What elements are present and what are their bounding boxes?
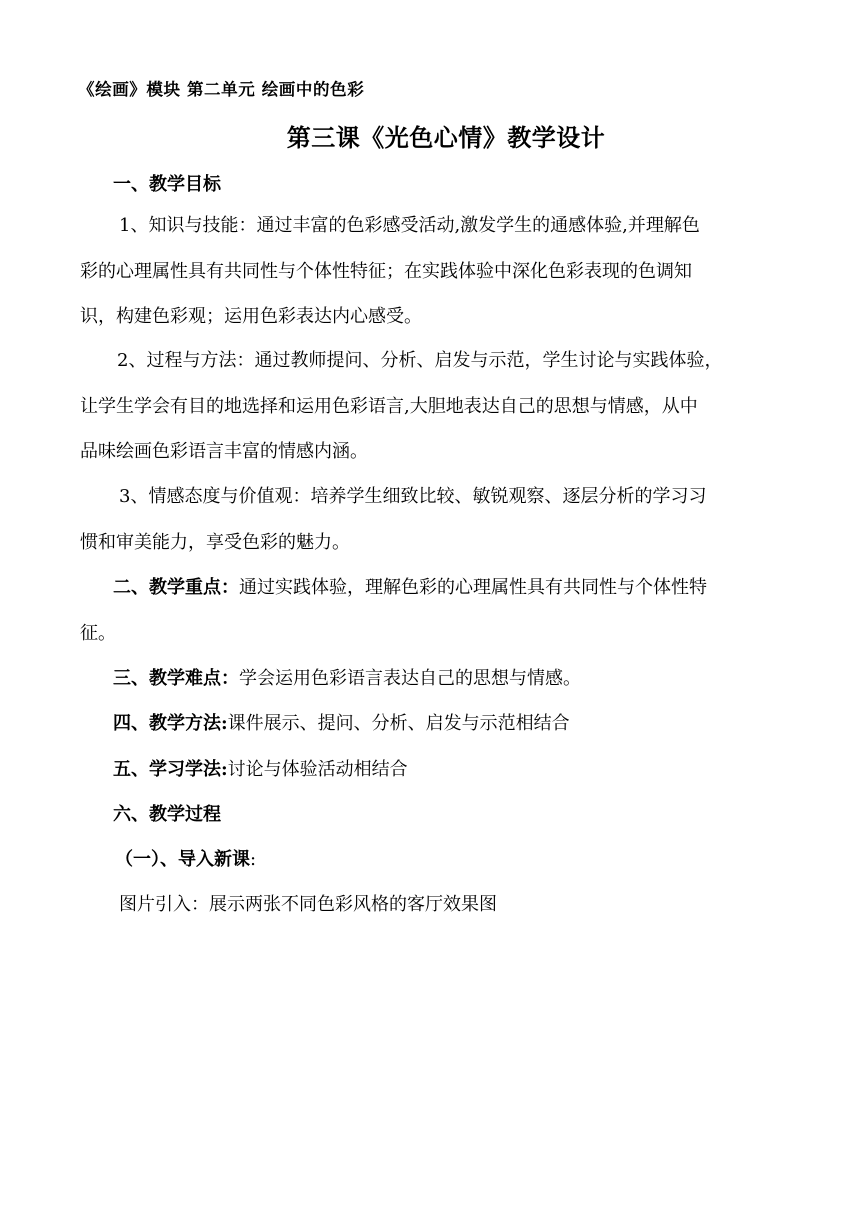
objective-attitude-paragraph bbox=[80, 474, 785, 565]
key-points-label: 二、教学重点： bbox=[113, 577, 239, 598]
section-heading-objectives: 一、教学目标 bbox=[113, 174, 221, 195]
objective-process-line-3: 品味绘画色彩语言丰富的情感内涵。 bbox=[80, 441, 368, 462]
objective-attitude-line-2: 惯和审美能力，享受色彩的魅力。 bbox=[80, 531, 350, 553]
subsection-heading-intro bbox=[115, 845, 256, 871]
objective-process-line-1: 2、过程与方法：通过教师提问、分析、启发与示范，学生讨论与实践体验， bbox=[117, 350, 723, 371]
teaching-methods-line bbox=[113, 709, 570, 735]
objective-attitude-line-1: 3、情感态度与价值观：培养学生细致比较、敏锐观察、逐层分析的学习习 bbox=[119, 486, 707, 507]
page-title: 第三课《光色心情》教学设计 bbox=[286, 123, 606, 152]
objective-knowledge-line-1: 1、知识与技能：通过丰富的色彩感受活动,激发学生的通感体验,并理解色 bbox=[119, 215, 700, 236]
module-header: 《绘画》模块 第二单元 绘画中的色彩 bbox=[78, 80, 365, 99]
teaching-methods-label: 四、教学方法: bbox=[113, 713, 228, 734]
learning-methods-line bbox=[113, 755, 408, 781]
difficulties-text: 学会运用色彩语言表达自己的思想与情感。 bbox=[239, 668, 581, 689]
teaching-methods-text: 课件展示、提问、分析、启发与示范相结合 bbox=[227, 713, 570, 734]
key-points-line-1 bbox=[80, 565, 785, 611]
objective-knowledge-line-2: 彩的心理属性具有共同性与个体性特征；在实践体验中深化色彩表现的色调知 bbox=[80, 260, 692, 282]
key-points-text: 通过实践体验，理解色彩的心理属性具有共同性与个体性特 bbox=[239, 577, 707, 598]
learning-methods-label: 五、学习学法: bbox=[113, 759, 228, 780]
objective-knowledge-paragraph bbox=[80, 203, 785, 340]
objective-knowledge-line-3: 识，构建色彩观；运用色彩表达内心感受。 bbox=[80, 306, 422, 327]
key-points-line-2: 征。 bbox=[80, 622, 116, 644]
subsection-intro-colon: : bbox=[250, 849, 257, 870]
objective-process-line-2: 让学生学会有目的地选择和运用色彩语言,大胆地表达自己的思想与情感，从中 bbox=[80, 395, 698, 417]
section-heading-process: 六、教学过程 bbox=[113, 804, 221, 825]
difficulties-line bbox=[113, 664, 581, 690]
key-points-paragraph bbox=[80, 565, 785, 656]
subsection-intro-label: （一）、导入新课 bbox=[115, 849, 250, 870]
objective-process-paragraph bbox=[80, 338, 785, 475]
learning-methods-text: 讨论与体验活动相结合 bbox=[227, 759, 408, 780]
intro-text: 图片引入：展示两张不同色彩风格的客厅效果图 bbox=[119, 894, 497, 915]
difficulties-label: 三、教学难点： bbox=[113, 668, 239, 689]
